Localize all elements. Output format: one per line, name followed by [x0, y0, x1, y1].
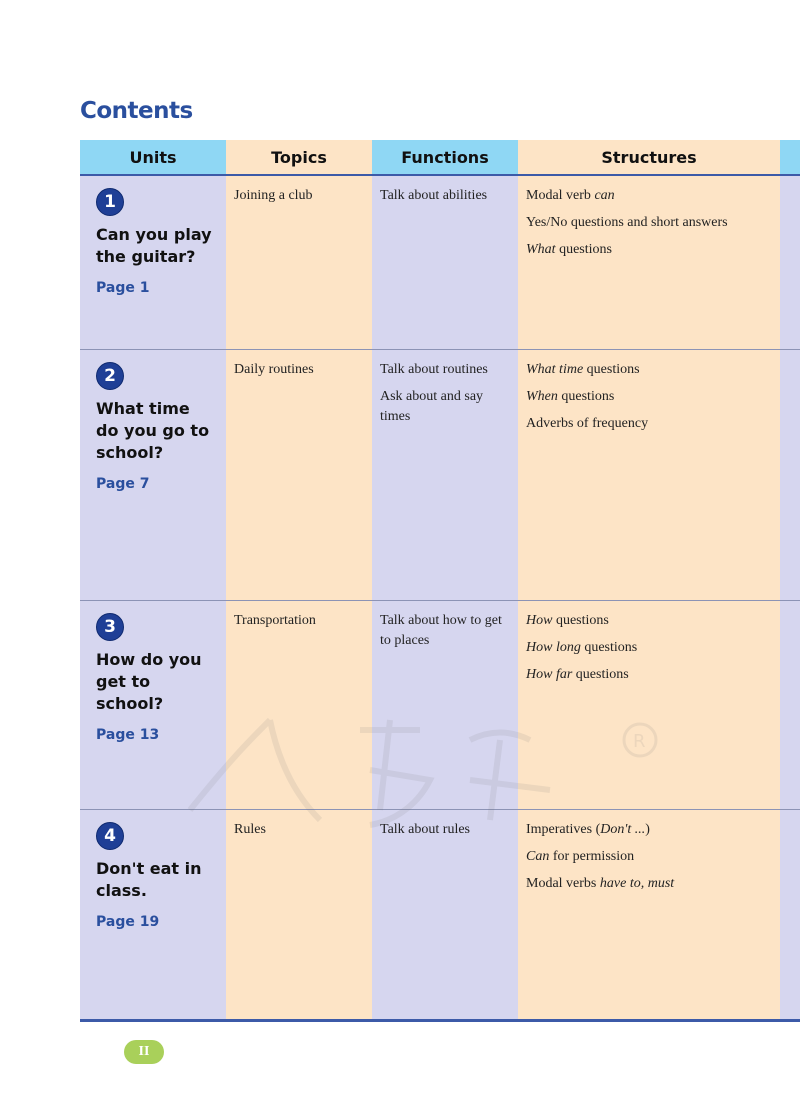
- function-item: Ask about and say times: [380, 389, 484, 424]
- bottom-rule: [80, 1019, 800, 1022]
- overflow-cell: [780, 601, 800, 809]
- header-units: Units: [80, 140, 226, 174]
- structure-italic-lead: Can: [526, 849, 550, 864]
- unit-cell: [80, 350, 226, 600]
- unit-page-link[interactable]: Page 1: [96, 280, 150, 296]
- function-item: Talk about rules: [380, 822, 470, 837]
- structure-item: [526, 665, 772, 685]
- header-overflow: [780, 140, 800, 174]
- structure-italic-lead: How far: [526, 667, 573, 682]
- structure-plain: questions: [557, 389, 615, 404]
- structure-item: [526, 611, 772, 631]
- unit-row-2: [80, 350, 800, 601]
- structure-item: [526, 360, 772, 380]
- structure-plain: questions: [572, 667, 629, 682]
- unit-number-badge: 1: [96, 188, 124, 216]
- structure-plain: questions: [552, 613, 609, 628]
- structure-italic-lead: What time: [526, 362, 584, 377]
- structure-plain: Adverbs of frequency: [526, 416, 649, 431]
- unit-row-4: [80, 810, 800, 1019]
- overflow-cell: [780, 810, 800, 1019]
- topic-cell: [226, 176, 372, 349]
- structure-italic-lead: When: [526, 389, 558, 404]
- unit-number-badge: 3: [96, 613, 124, 641]
- header-topics: Topics: [226, 140, 372, 174]
- structure-italic-trail: have to, must: [599, 876, 675, 891]
- unit-page-link[interactable]: Page 19: [96, 914, 160, 930]
- page-title: Contents: [80, 98, 193, 124]
- structure-item: [526, 186, 772, 206]
- structure-plain: Imperatives (: [526, 822, 601, 837]
- unit-number-badge: 2: [96, 362, 124, 390]
- overflow-cell: [780, 350, 800, 600]
- table-body: [80, 176, 800, 1019]
- functions-cell: [372, 810, 518, 1019]
- unit-row-3: [80, 601, 800, 810]
- unit-title: Don't eat in class.: [96, 859, 202, 900]
- topic-cell: [226, 601, 372, 809]
- structure-italic-lead: What: [526, 242, 556, 257]
- structure-plain: for permission: [549, 849, 635, 864]
- structure-italic-lead: How: [526, 613, 553, 628]
- topic-text: Daily routines: [234, 362, 314, 377]
- contents-table: [80, 140, 800, 1022]
- table-header: [80, 140, 800, 174]
- unit-title: Can you play the guitar?: [96, 225, 212, 266]
- structure-tail: ): [645, 822, 650, 837]
- header-functions: Functions: [372, 140, 518, 174]
- page-number-badge: II: [124, 1040, 164, 1064]
- structure-item: [526, 874, 772, 894]
- structures-cell: [518, 601, 780, 809]
- structure-plain: Modal verb: [526, 188, 595, 203]
- topic-text: Rules: [234, 822, 266, 837]
- topic-text: Transportation: [234, 613, 316, 628]
- header-structures: Structures: [518, 140, 780, 174]
- structure-italic-lead: How long: [526, 640, 581, 655]
- structure-plain: Yes/No questions and short answers: [526, 215, 728, 230]
- topic-cell: [226, 350, 372, 600]
- unit-cell: [80, 176, 226, 349]
- unit-number-badge: 4: [96, 822, 124, 850]
- structure-item: [526, 414, 772, 434]
- overflow-cell: [780, 176, 800, 349]
- unit-title: What time do you go to school?: [96, 399, 210, 462]
- structure-item: [526, 240, 772, 260]
- function-item: Talk about abilities: [380, 188, 488, 203]
- functions-cell: [372, 350, 518, 600]
- unit-row-1: [80, 176, 800, 350]
- structure-plain: questions: [583, 362, 640, 377]
- structure-item: [526, 387, 772, 407]
- structure-plain: Modal verbs: [526, 876, 600, 891]
- functions-cell: [372, 176, 518, 349]
- unit-page-link[interactable]: Page 13: [96, 727, 160, 743]
- structure-plain: questions: [555, 242, 612, 257]
- structure-plain: questions: [580, 640, 638, 655]
- function-item: Talk about how to get to places: [380, 613, 502, 648]
- topic-text: Joining a club: [234, 188, 313, 203]
- functions-cell: [372, 601, 518, 809]
- unit-cell: [80, 810, 226, 1019]
- unit-title: How do you get to school?: [96, 650, 202, 713]
- structures-cell: [518, 810, 780, 1019]
- function-item: Talk about routines: [380, 362, 488, 377]
- structures-cell: [518, 176, 780, 349]
- structure-item: [526, 847, 772, 867]
- structure-item: [526, 213, 772, 233]
- topic-cell: [226, 810, 372, 1019]
- structure-italic-trail: can: [594, 188, 615, 203]
- structure-italic-trail: Don't ...: [600, 822, 646, 837]
- unit-cell: [80, 601, 226, 809]
- structures-cell: [518, 350, 780, 600]
- structure-item: [526, 820, 772, 840]
- unit-page-link[interactable]: Page 7: [96, 476, 150, 492]
- structure-item: [526, 638, 772, 658]
